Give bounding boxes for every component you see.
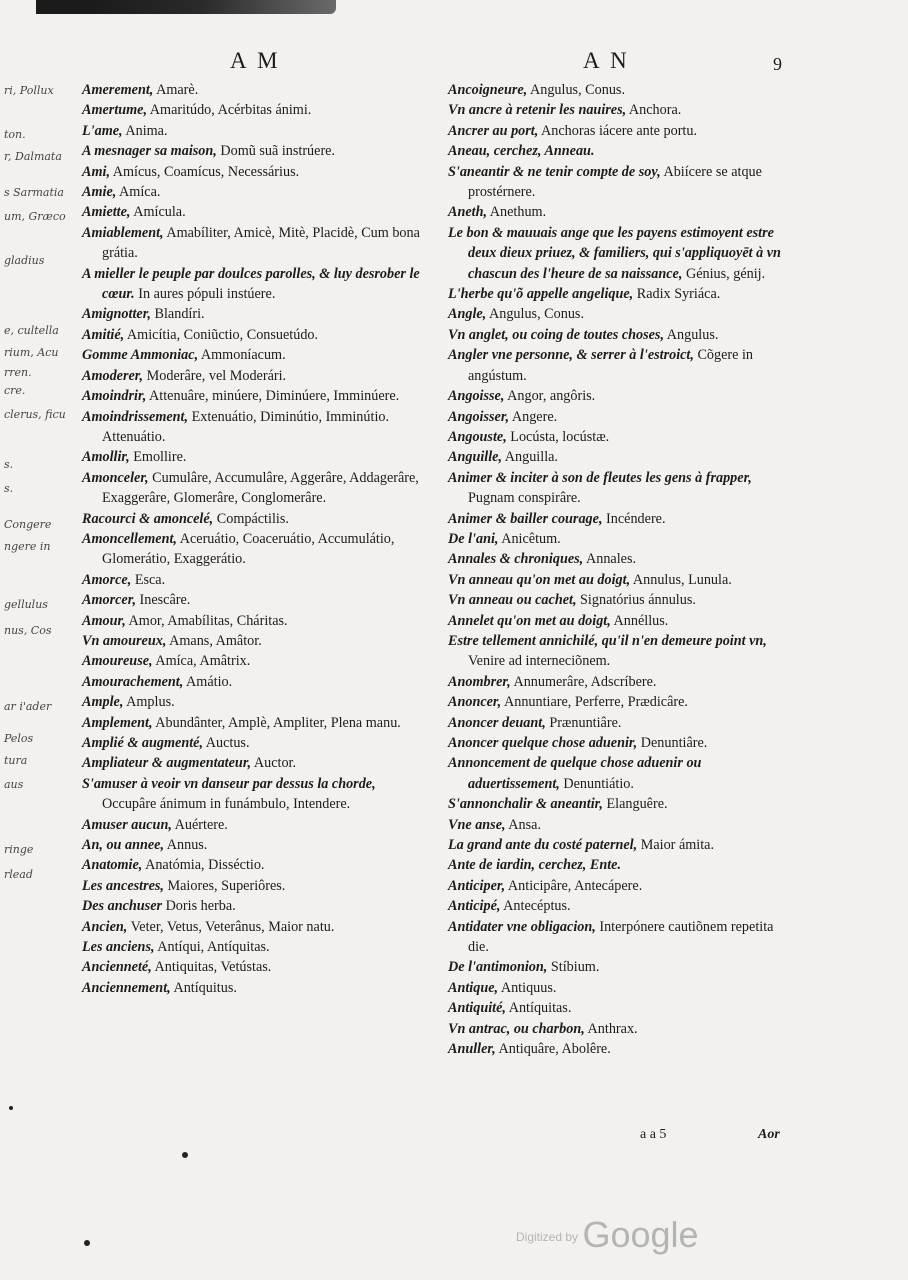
french-headword: Animer & inciter à son de fleutes les gens à frapper, — [448, 469, 752, 486]
french-headword: Aneth, — [448, 204, 488, 221]
latin-equivalent: Ansa. — [505, 816, 542, 833]
dictionary-entry — [448, 549, 794, 569]
dictionary-entry — [448, 794, 794, 814]
french-headword: Amertume, — [82, 102, 148, 119]
dictionary-entry — [448, 345, 794, 386]
latin-equivalent: Annumerâre, Adscríbere. — [510, 673, 657, 690]
gutter-fragment: Pelos — [4, 732, 34, 745]
latin-equivalent: Anicêtum. — [498, 530, 561, 547]
french-headword: Antidater vne obligacion, — [448, 918, 596, 935]
latin-equivalent: Anchoras iácere ante portu. — [538, 122, 698, 139]
french-headword: Amerement, — [82, 82, 154, 98]
dictionary-entry — [448, 427, 794, 447]
french-headword: Amoureuse, — [82, 653, 153, 670]
ink-spot — [182, 1152, 188, 1158]
gutter-fragment: um, Græco — [4, 210, 66, 223]
latin-equivalent: Antiquâre, Abolêre. — [495, 1041, 611, 1058]
google-wordmark: Google — [582, 1214, 699, 1255]
latin-equivalent: Anguilla. — [502, 449, 558, 466]
latin-equivalent: Amans, Amâtor. — [166, 632, 262, 649]
latin-equivalent: Signatórius ánnulus. — [576, 592, 696, 609]
french-headword: Ancien, — [82, 918, 128, 935]
dictionary-entry — [82, 570, 430, 590]
latin-equivalent: Auctus. — [203, 735, 250, 751]
dictionary-entry — [82, 325, 430, 345]
latin-equivalent: Inescâre. — [136, 592, 191, 609]
gutter-fragment: Congere — [4, 518, 52, 531]
latin-equivalent: Génius, génij. — [682, 265, 766, 282]
gutter-fragment: rlead — [4, 868, 33, 881]
latin-equivalent: Amíca, Amâtrix. — [152, 653, 251, 670]
french-headword: L'ame, — [82, 122, 123, 139]
dictionary-entry — [82, 529, 430, 570]
french-headword: Antiquité, — [448, 1000, 506, 1017]
french-headword: Amoncellement, — [82, 530, 177, 547]
latin-equivalent: Amíca. — [116, 184, 161, 201]
latin-equivalent: Amplus. — [123, 694, 175, 711]
gutter-fragment: rren. — [4, 366, 32, 379]
latin-equivalent: Veter, Vetus, Veterânus, Maior natu. — [127, 918, 335, 935]
french-headword: La grand ante du costé paternel, — [448, 837, 638, 854]
dictionary-entry — [448, 692, 794, 712]
latin-equivalent: Antíqui, Antíquitas. — [154, 939, 270, 956]
latin-equivalent: Doris herba. — [162, 898, 236, 915]
latin-equivalent: Annuntiare, Perferre, Prædicâre. — [501, 694, 688, 711]
latin-equivalent: Amátio. — [183, 673, 233, 690]
dictionary-entry — [82, 366, 430, 386]
gutter-fragment: e, cultella — [4, 324, 59, 337]
dictionary-entry — [448, 876, 794, 896]
left-column — [82, 80, 430, 998]
latin-equivalent: Extenuátio, Diminútio, Imminútio. Attenuátio. — [102, 408, 390, 445]
dictionary-entry — [448, 529, 794, 549]
dictionary-entry — [82, 713, 430, 733]
french-headword: Amplement, — [82, 714, 153, 731]
running-head-left: A M — [230, 48, 281, 73]
latin-equivalent: Angere. — [509, 408, 558, 425]
dictionary-entry — [82, 162, 430, 182]
left-gutter-facing-page — [0, 78, 66, 1178]
gutter-fragment: aus — [4, 778, 24, 791]
latin-equivalent: Venire ad interneciõnem. — [468, 653, 611, 670]
french-headword: Vn antrac, ou charbon, — [448, 1020, 585, 1037]
dictionary-entry — [82, 121, 430, 141]
latin-equivalent: Prænuntiâre. — [545, 714, 622, 731]
french-headword: Anguille, — [448, 449, 503, 466]
latin-equivalent: Maior ámita. — [637, 837, 714, 854]
dictionary-entry — [82, 631, 430, 651]
dictionary-entry — [82, 815, 430, 835]
latin-equivalent: Moderâre, vel Moderári. — [143, 367, 287, 384]
gutter-fragment: clerus, ficu — [4, 408, 66, 421]
french-headword: L'herbe qu'õ appelle angelique, — [448, 286, 634, 303]
dictionary-entry — [448, 672, 794, 692]
dictionary-entry — [82, 733, 430, 753]
french-headword: Ami, — [82, 163, 110, 180]
page-footer — [640, 1127, 780, 1143]
dictionary-entry — [448, 80, 794, 100]
french-headword: Vne anse, — [448, 816, 506, 833]
french-headword: Amour, — [82, 612, 126, 629]
latin-equivalent: Angulus, Conus. — [527, 82, 625, 98]
french-headword: Angler vne personne, & serrer à l'estroict, — [448, 347, 694, 364]
dictionary-entry — [82, 917, 430, 937]
latin-equivalent: Angor, angôris. — [504, 388, 596, 405]
latin-equivalent: Annulus, Lunula. — [630, 571, 732, 588]
latin-equivalent: Amabíliter, Amicè, Mitè, Placidè, Cum bona grátia. — [102, 224, 420, 262]
french-headword: Vn amoureux, — [82, 632, 167, 649]
dictionary-entry — [448, 202, 794, 222]
latin-equivalent: Esca. — [131, 571, 166, 588]
french-headword: Le bon & mauuais ange que les payens estimoyent estre deux dieux priuez, & familiers, qui s'appliquoyēt à vn chascun des l'heure de sa naissance, — [448, 224, 781, 282]
french-headword: Ampliateur & augmentateur, — [82, 755, 252, 772]
french-headword: Vn anneau qu'on met au doigt, — [448, 571, 631, 588]
french-headword: Amollir, — [82, 449, 130, 466]
dictionary-entry — [82, 590, 430, 610]
gutter-fragment: s. — [4, 458, 14, 471]
latin-equivalent: Antiquus. — [498, 979, 557, 996]
french-headword: Amitié, — [82, 326, 125, 343]
french-headword: S'amuser à veoir vn danseur par dessus la chorde, — [82, 775, 376, 792]
watermark-prefix: Digitized by — [516, 1230, 579, 1244]
french-headword: Amoindrir, — [82, 388, 147, 405]
dictionary-entry — [448, 447, 794, 467]
latin-equivalent: Elanguêre. — [602, 796, 668, 813]
latin-equivalent: Angulus, Conus. — [486, 306, 584, 323]
dictionary-entry — [82, 141, 430, 161]
ink-spot — [9, 1106, 13, 1110]
dictionary-entry — [448, 121, 794, 141]
french-headword: Annales & chroniques, — [448, 551, 584, 568]
french-headword: Ante de iardin, cerchez, Ente. — [448, 857, 622, 874]
french-headword: De l'antimonion, — [448, 959, 548, 976]
dictionary-entry — [82, 855, 430, 875]
latin-equivalent: Antecéptus. — [500, 898, 571, 915]
right-column — [448, 80, 794, 1060]
dictionary-entry — [448, 570, 794, 590]
latin-equivalent: Anchora. — [626, 102, 682, 119]
latin-equivalent: Attenuâre, minúere, Diminúere, Imminúere. — [146, 388, 400, 405]
signature-mark: a a 5 — [640, 1127, 667, 1142]
dictionary-entry — [448, 815, 794, 835]
gutter-fragment: ri, Pollux — [4, 84, 54, 97]
gutter-fragment: s Sarmatia — [4, 186, 64, 199]
gutter-fragment: rium, Acu — [4, 346, 59, 359]
gutter-fragment: ton. — [4, 128, 26, 141]
gutter-fragment: cre. — [4, 384, 26, 397]
dictionary-entry — [448, 917, 794, 958]
dictionary-entry — [448, 590, 794, 610]
gutter-fragment: r, Dalmata — [4, 150, 62, 163]
french-headword: Anatomie, — [82, 857, 143, 874]
dictionary-entry — [448, 304, 794, 324]
latin-equivalent: Emollire. — [129, 449, 187, 466]
french-headword: Anombrer, — [448, 673, 511, 690]
dictionary-entry — [82, 611, 430, 631]
gutter-fragment: s. — [4, 482, 14, 495]
french-headword: Ancoigneure, — [448, 82, 528, 98]
gutter-fragment: gladius — [4, 254, 45, 267]
french-headword: Amie, — [82, 184, 117, 201]
latin-equivalent: Compáctilis. — [213, 510, 289, 527]
latin-equivalent: Anethum. — [487, 204, 547, 221]
french-headword: Ancienneté, — [82, 959, 152, 976]
dictionary-entry — [448, 407, 794, 427]
french-headword: Anticipé, — [448, 898, 501, 915]
latin-equivalent: Amícula. — [130, 204, 186, 221]
french-headword: Aneau, cerchez, Anneau. — [448, 143, 595, 160]
french-headword: Amiette, — [82, 204, 131, 221]
gutter-fragment: ar i'ader — [4, 700, 52, 713]
french-headword: A mieller le peuple par doulces parolles, & luy desrober le cœur. — [82, 265, 420, 303]
latin-equivalent: Amícus, Coamícus, Necessárius. — [110, 163, 300, 180]
french-headword: Angle, — [448, 306, 487, 323]
french-headword: Angoisse, — [448, 388, 505, 405]
latin-equivalent: Denuntiátio. — [559, 775, 634, 792]
french-headword: Anuller, — [448, 1041, 496, 1058]
dictionary-entry — [82, 386, 430, 406]
dictionary-entry — [82, 937, 430, 957]
dictionary-entry — [448, 1019, 794, 1039]
french-headword: De l'ani, — [448, 530, 499, 547]
dictionary-entry — [82, 753, 430, 773]
french-headword: Les ancestres, — [82, 877, 164, 894]
french-headword: Animer & bailler courage, — [448, 510, 603, 527]
latin-equivalent: In aures pópuli instúere. — [134, 286, 276, 303]
dictionary-entry — [448, 978, 794, 998]
latin-equivalent: Abundânter, Amplè, Ampliter, Plena manu. — [152, 714, 401, 731]
dictionary-entry — [448, 223, 794, 284]
dictionary-entry — [82, 672, 430, 692]
latin-equivalent: Cõgere in angústum. — [468, 347, 754, 384]
latin-equivalent: Incéndere. — [602, 510, 666, 527]
dictionary-entry — [82, 876, 430, 896]
french-headword: Anoncer, — [448, 694, 502, 711]
dictionary-entry — [448, 162, 794, 203]
running-head-right: A N — [583, 48, 630, 73]
page-number: 9 — [773, 54, 782, 74]
dictionary-entry — [448, 100, 794, 120]
dictionary-entry — [448, 1039, 794, 1059]
latin-equivalent: Domũ suã instrúere. — [216, 143, 336, 160]
french-headword: S'annonchalir & aneantir, — [448, 796, 603, 813]
dictionary-entry — [82, 957, 430, 977]
dictionary-entry — [82, 264, 430, 305]
latin-equivalent: Amicítia, Coniũctio, Consuetúdo. — [124, 326, 319, 343]
digitized-by-google-watermark — [516, 1214, 699, 1256]
latin-equivalent: Annus. — [164, 837, 208, 854]
french-headword: Amoderer, — [82, 367, 144, 384]
latin-equivalent: Antíquitus. — [170, 979, 237, 996]
dictionary-entry — [82, 223, 430, 264]
french-headword: Amignotter, — [82, 306, 151, 323]
dictionary-entry — [82, 692, 430, 712]
gutter-fragment: ringe — [4, 843, 34, 856]
latin-equivalent: Anthrax. — [584, 1020, 638, 1037]
latin-equivalent: Auértere. — [171, 816, 228, 833]
dictionary-entry — [82, 304, 430, 324]
latin-equivalent: Aceruátio, Coaceruátio, Accumulátio, Glomerátio, Exaggerátio. — [102, 530, 395, 568]
french-headword: Ample, — [82, 694, 124, 711]
latin-equivalent: Annéllus. — [610, 612, 669, 629]
gutter-fragment: gellulus — [4, 598, 48, 611]
french-headword: S'aneantir & ne tenir compte de soy, — [448, 163, 661, 180]
french-headword: Vn anneau ou cachet, — [448, 592, 577, 609]
dictionary-entry — [448, 284, 794, 304]
dictionary-entry — [82, 100, 430, 120]
top-edge-scan-artifact — [36, 0, 336, 14]
dictionary-entry — [448, 631, 794, 672]
french-headword: Amoindrissement, — [82, 408, 189, 425]
dictionary-entry — [448, 753, 794, 794]
latin-equivalent: Antíquitas. — [505, 1000, 572, 1017]
french-headword: An, ou annee, — [82, 837, 164, 854]
french-headword: Amiablement, — [82, 224, 164, 241]
latin-equivalent: Stíbium. — [547, 959, 600, 976]
french-headword: Amorce, — [82, 571, 132, 588]
latin-equivalent: Blandíri. — [150, 306, 205, 323]
dictionary-entry — [448, 835, 794, 855]
french-headword: Antique, — [448, 979, 499, 996]
french-headword: Estre tellement annichilé, qu'il n'en demeure point vn, — [448, 632, 767, 649]
dictionary-entry — [82, 468, 430, 509]
latin-equivalent: Anatómia, Disséctio. — [142, 857, 265, 874]
dictionary-entry — [82, 447, 430, 467]
french-headword: Anoncer deuant, — [448, 714, 546, 731]
french-headword: Vn anglet, ou coing de toutes choses, — [448, 326, 664, 343]
french-headword: Anoncer quelque chose aduenir, — [448, 735, 638, 751]
latin-equivalent: Radix Syriáca. — [633, 286, 721, 303]
latin-equivalent: Auctor. — [251, 755, 297, 772]
french-headword: Angouste, — [448, 428, 507, 445]
french-headword: Amonceler, — [82, 469, 149, 486]
french-headword: Anciennement, — [82, 979, 171, 996]
dictionary-entry — [82, 182, 430, 202]
french-headword: Annoncement de quelque chose aduenir ou aduertissement, — [448, 755, 702, 792]
ink-spot — [84, 1240, 90, 1246]
latin-equivalent: Amaritúdo, Acérbitas ánimi. — [147, 102, 312, 119]
dictionary-entry — [448, 957, 794, 977]
french-headword: Annelet qu'on met au doigt, — [448, 612, 611, 629]
french-headword: Amourachement, — [82, 673, 184, 690]
dictionary-entry — [82, 651, 430, 671]
french-headword: Racourci & amoncelé, — [82, 510, 214, 527]
dictionary-entry — [82, 835, 430, 855]
dictionary-entry — [448, 611, 794, 631]
latin-equivalent: Abiícere se atque prostérnere. — [468, 163, 762, 201]
latin-equivalent: Amarè. — [153, 82, 199, 98]
gutter-fragment: nus, Cos — [4, 624, 52, 637]
dictionary-entry — [448, 386, 794, 406]
french-headword: Les anciens, — [82, 939, 155, 956]
dictionary-entry — [82, 407, 430, 448]
french-headword: Vn ancre à retenir les nauires, — [448, 102, 627, 119]
latin-equivalent: Cumulâre, Accumulâre, Aggerâre, Addagerâre, Exaggerâre, Glomerâre, Conglomerâre. — [102, 469, 419, 507]
dictionary-entry — [82, 774, 430, 815]
dictionary-entry — [82, 978, 430, 998]
dictionary-entry — [448, 998, 794, 1018]
latin-equivalent: Amor, Amabílitas, Cháritas. — [125, 612, 288, 629]
latin-equivalent: Annales. — [583, 551, 637, 568]
french-headword: Des anchuser — [82, 898, 163, 915]
latin-equivalent: Maiores, Superiôres. — [163, 877, 286, 894]
dictionary-entry — [448, 141, 794, 161]
dictionary-entry — [448, 733, 794, 753]
dictionary-entry — [82, 80, 430, 100]
french-headword: Amorcer, — [82, 592, 136, 609]
french-headword: A mesnager sa maison, — [82, 143, 217, 160]
dictionary-entry — [82, 509, 430, 529]
latin-equivalent: Denuntiâre. — [637, 735, 708, 751]
dictionary-entry — [448, 509, 794, 529]
french-headword: Anticiper, — [448, 877, 506, 894]
latin-equivalent: Antiquitas, Vetústas. — [151, 959, 272, 976]
latin-equivalent: Anticipâre, Antecápere. — [505, 877, 643, 894]
latin-equivalent: Occupâre ánimum in funámbulo, Intendere. — [102, 796, 351, 813]
french-headword: Amplié & augmenté, — [82, 735, 203, 751]
dictionary-entry — [82, 202, 430, 222]
catchword: Aor — [758, 1127, 780, 1142]
french-headword: Gomme Ammoniac, — [82, 347, 199, 364]
french-headword: Angoisser, — [448, 408, 510, 425]
french-headword: Ancrer au port, — [448, 122, 539, 139]
latin-equivalent: Angulus. — [664, 326, 719, 343]
gutter-fragment: ngere in — [4, 540, 51, 553]
dictionary-entry — [448, 325, 794, 345]
latin-equivalent: Locústa, locústæ. — [506, 428, 610, 445]
latin-equivalent: Ammoníacum. — [198, 347, 286, 364]
dictionary-entry — [82, 345, 430, 365]
latin-equivalent: Anima. — [122, 122, 168, 139]
latin-equivalent: Pugnam conspirâre. — [468, 490, 581, 507]
french-headword: Amuser aucun, — [82, 816, 172, 833]
dictionary-entry — [82, 896, 430, 916]
latin-equivalent: Interpónere cautiõnem repetita die. — [468, 918, 774, 956]
dictionary-entry — [448, 713, 794, 733]
dictionary-entry — [448, 468, 794, 509]
dictionary-entry — [448, 896, 794, 916]
gutter-fragment: tura — [4, 754, 28, 767]
dictionary-entry — [448, 855, 794, 875]
